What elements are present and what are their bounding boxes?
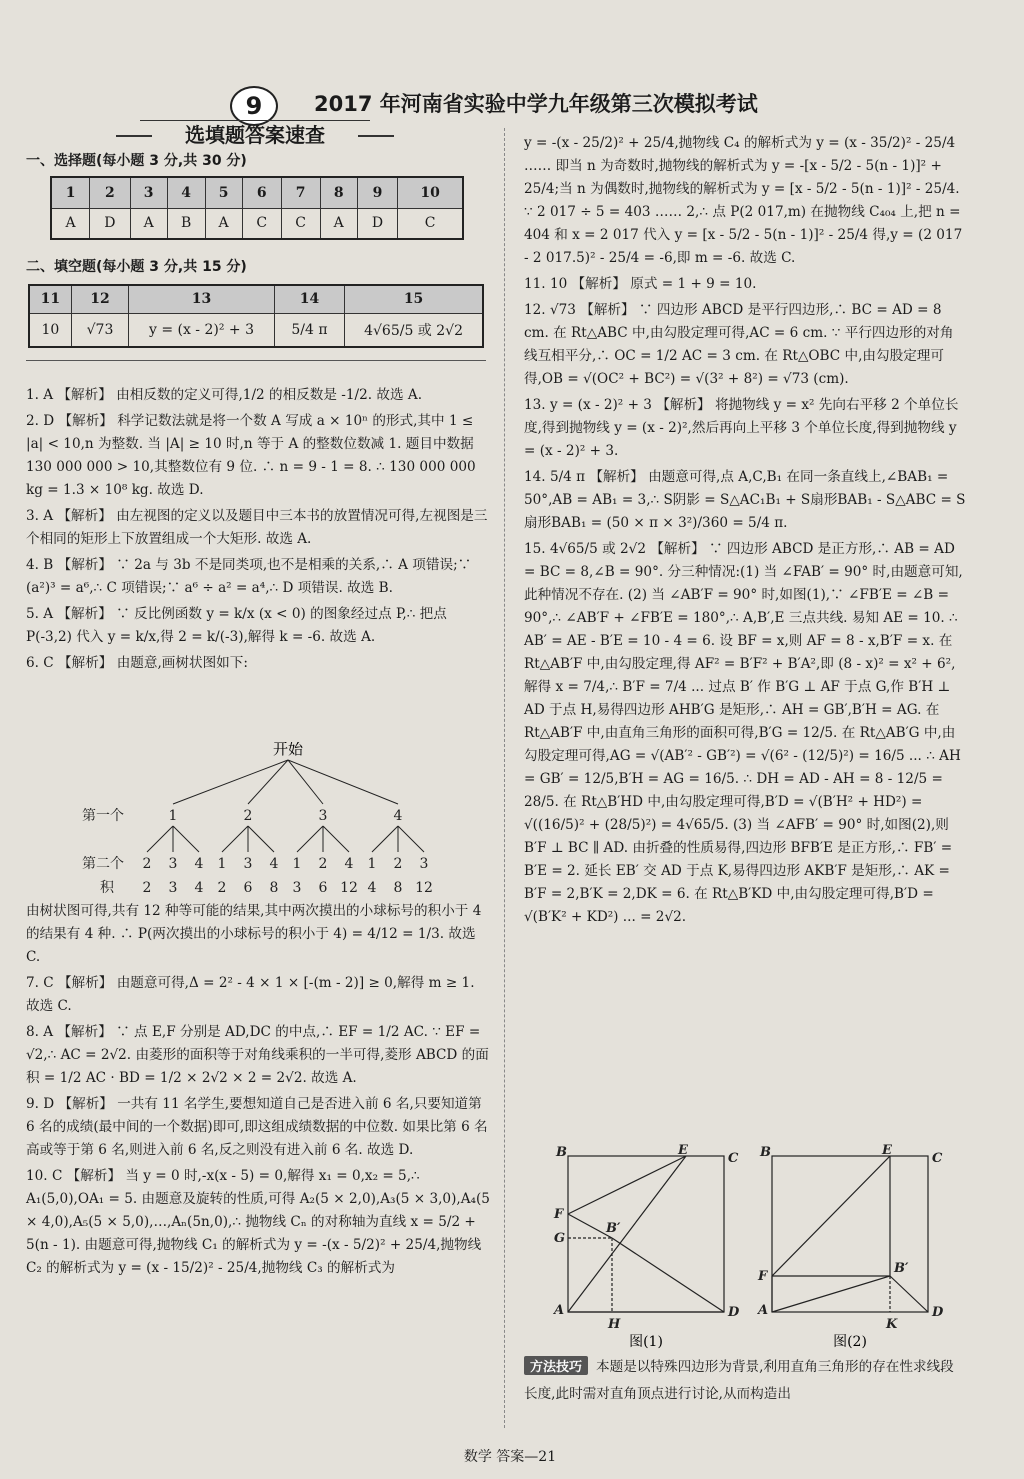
fig2-label-f: F	[758, 1269, 768, 1284]
tree-row-label-product: 积	[100, 880, 114, 896]
tree-product-value: 6	[243, 880, 253, 896]
tree-product-value: 6	[318, 880, 328, 896]
answer-cell: 5/4 π	[274, 313, 344, 347]
question-number: 9	[357, 177, 397, 208]
fig1-label-h: H	[608, 1317, 621, 1332]
tree-level1-node: 2	[243, 808, 253, 824]
fig1-label-d: D	[728, 1305, 740, 1320]
column-divider	[504, 128, 505, 1428]
fig1-label-f: F	[554, 1207, 564, 1222]
fig2-label-e: E	[882, 1143, 892, 1158]
question-number: 3	[130, 177, 167, 208]
tree-product-value: 3	[168, 880, 178, 896]
solution-paragraph: 7. C 【解析】 由题意可得,Δ = 2² - 4 × 1 × [-(m - 2)] ≥ 0,解得 m ≥ 1. 故选 C.	[26, 975, 475, 1014]
tree-product-value: 8	[393, 880, 403, 896]
question-number: 6	[242, 177, 281, 208]
tree-level2-node: 1	[217, 856, 227, 872]
solution-paragraph: 6. C 【解析】 由题意,画树状图如下:	[26, 655, 248, 671]
tree-level2-node: 1	[292, 856, 302, 872]
page-footer: 数学 答案—21	[463, 1449, 557, 1465]
figure-1	[548, 1142, 748, 1352]
solution-paragraph: 2. D 【解析】 科学记数法就是将一个数 A 写成 a × 10ⁿ 的形式,其中 1 ≤ |a| < 10,n 为整数. 当 |A| ≥ 10 时,n 等于 A 的整数位数减 1. 题目中数据 130 000 000 > 10,其整数位有 9 位. ∴ n = 9 - 1 = 8. ∴ 130 000 000 kg = 1.3 × 10⁸ kg. 故选 D.	[26, 413, 476, 498]
answer-cell: 4√65/5 或 2√2	[345, 313, 483, 347]
figure-2-caption: 图(2)	[833, 1334, 867, 1350]
question-number: 1	[51, 177, 90, 208]
method-tips-text: 本题是以特殊四边形为背景,利用直角三角形的存在性求线段长度,此时需对直角顶点进行讨论,从而构造出	[524, 1359, 954, 1402]
tree-level2-node: 2	[393, 856, 403, 872]
solution-paragraph: 10. C 【解析】 当 y = 0 时,-x(x - 5) = 0,解得 x₁ = 0,x₂ = 5,∴ A₁(5,0),OA₁ = 5. 由题意及旋转的性质,可得 A₂(5 × 2,0),A₃(5 × 3,0),A₄(5 × 4,0),A₅(5 × 5,0),…,Aₙ(5n,0),∴ 抛物线 Cₙ 的对称轴为直线 x = 5/2 + 5(n - 1). 由题意可得,抛物线 C₁ 的解析式为 y = -(x - 5/2)² + 25/4,抛物线 C₂ 的解析式为 y = (x - 15/2)² - 25/4,抛物线 C₃ 的解析式为	[26, 1168, 490, 1276]
choice-answer-table	[50, 176, 464, 240]
solution-paragraph: 5. A 【解析】 ∵ 反比例函数 y = k/x (x < 0) 的图象经过点 P,∴ 把点 P(-3,2) 代入 y = k/x,得 2 = k/(-3),解得 k = -6. 故选 A.	[26, 606, 447, 645]
solution-paragraph: y = -(x - 25/2)² + 25/4,抛物线 C₄ 的解析式为 y = (x - 35/2)² - 25/4 …… 即当 n 为奇数时,抛物线的解析式为 y = -[x - 5/2 - 5(n - 1)]² + 25/4;当 n 为偶数时,抛物线的解析式为 y = [x - 5/2 - 5(n - 1)]² - 25/4. ∵ 2 017 ÷ 5 = 403 …… 2,∴ 点 P(2 017,m) 在抛物线 C₄₀₄ 上,把 n = 404 和 x = 2 017 代入 y = [x - 5/2 - 5(n - 1)]² - 25/4 得,y = (2 017 - 2 017.5)² - 25/4 = -6,即 m = -6. 故选 C.	[524, 135, 963, 266]
answer-cell: A	[51, 208, 90, 239]
tree-product-value: 4	[367, 880, 377, 896]
section-choice-heading: 一、选择题(每小题 3 分,共 30 分)	[26, 153, 247, 169]
tree-row-label-first: 第一个	[82, 808, 124, 824]
tree-product-value: 3	[292, 880, 302, 896]
solution-paragraph: 8. A 【解析】 ∵ 点 E,F 分别是 AD,DC 的中点,∴ EF = 1/2 AC. ∵ EF = √2,∴ AC = 2√2. 由菱形的面积等于对角线乘积的一半可得,菱形 ABCD 的面积 = 1/2 AC · BD = 1/2 × 2√2 × 2 = 2√2. 故选 A.	[26, 1024, 489, 1086]
solution-paragraph: 3. A 【解析】 由左视图的定义以及题目中三本书的放置情况可得,左视图是三个相同的矩形上下放置组成一个大矩形. 故选 A.	[26, 508, 488, 547]
solution-paragraph: 1. A 【解析】 由相反数的定义可得,1/2 的相反数是 -1/2. 故选 A.	[26, 387, 423, 403]
question-number: 8	[320, 177, 357, 208]
answer-cell: C	[281, 208, 320, 239]
tree-start-label: 开始	[272, 742, 304, 758]
answer-cell: y = (x - 2)² + 3	[129, 313, 275, 347]
question-number: 15	[345, 285, 483, 313]
question-number: 10	[398, 177, 463, 208]
tree-level2-node: 3	[243, 856, 253, 872]
section-divider	[26, 360, 486, 361]
tree-product-value: 2	[142, 880, 152, 896]
question-number: 12	[71, 285, 128, 313]
tree-product-value: 2	[217, 880, 227, 896]
method-tips-label: 方法技巧	[524, 1356, 588, 1375]
page-title: 2017 年河南省实验中学九年级第三次模拟考试	[314, 92, 758, 116]
section-fill-heading: 二、填空题(每小题 3 分,共 15 分)	[26, 259, 247, 275]
question-number: 7	[281, 177, 320, 208]
left-column-solutions	[26, 384, 490, 678]
fig1-label-bprime: B′	[606, 1221, 621, 1236]
figure-1-caption: 图(1)	[629, 1334, 663, 1350]
tree-level1-node: 1	[168, 808, 178, 824]
tree-level2-node: 2	[142, 856, 152, 872]
answer-cell: √73	[71, 313, 128, 347]
answer-cell: A	[130, 208, 167, 239]
tree-level1-node: 3	[318, 808, 328, 824]
fig1-label-c: C	[728, 1151, 739, 1166]
answer-cell: D	[357, 208, 397, 239]
tree-diagram	[60, 742, 480, 902]
fig2-label-k: K	[886, 1317, 898, 1332]
tree-row-label-second: 第二个	[82, 856, 124, 872]
tree-product-value: 8	[269, 880, 279, 896]
tree-level2-node: 1	[367, 856, 377, 872]
tree-level2-node: 4	[344, 856, 354, 872]
method-tips	[524, 1354, 964, 1408]
tree-level1-node: 4	[393, 808, 403, 824]
left-column-solutions-continued	[26, 900, 490, 1283]
fig2-label-d: D	[932, 1305, 944, 1320]
question-number: 11	[29, 285, 71, 313]
solution-paragraph: 15. 4√65/5 或 2√2 【解析】 ∵ 四边形 ABCD 是正方形,∴ AB = AD = BC = 8,∠B = 90°. 分三种情况:(1) 当 ∠FAB′ = 90° 时,由题意可知,此种情况不存在. (2) 当 ∠AB′F = 90° 时,如图(1),∵ ∠FB′E = ∠B = 90°,∴ ∠AB′F + ∠FB′E = 180°,∴ A,B′,E 三点共线. 易知 AE = 10. ∴ AB′ = AE - B′E = 10 - 4 = 6. 设 BF = x,则 AF = 8 - x,B′F = x. 在 Rt△AB′F 中,由勾股定理,得 AF² = B′F² + B′A²,即 (8 - x)² = x² + 6²,解得 x = 7/4,∴ B′F = 7/4 ... 过点 B′ 作 B′G ⊥ AF 于点 G,作 B′H ⊥ AD 于点 H,易得四边形 AHB′G 是矩形,∴ AH = GB′,B′H = AG. 在 Rt△AB′F 中,由直角三角形的面积可得,B′G = 12/5. 在 Rt△AB′G 中,由勾股定理可得,AG = √(AB′² - GB′²) = √(6² - (12/5)²) = 16/5 ... ∴ AH = GB′ = 12/5,B′H = AG = 16/5. ∴ DH = AD - AH = 8 - 12/5 = 28/5. 在 Rt△B′HD 中,由勾股定理可得,B′D = √(B′H² + HD²) = √((16/5)² + (28/5)²) = 4√65/5. (3) 当 ∠AFB′ = 90° 时,如图(2),则 B′F ⊥ BC ∥ AD. 由折叠的性质易得,四边形 BFB′E 是正方形,∴ FB′ = B′E = 2. 延长 EB′ 交 AD 于点 K,易得四边形 AKB′F 是矩形,∴ AK = B′F = 2,B′K = 2,DK = 6. 在 Rt△B′KD 中,由勾股定理可得,B′D = √(B′K² + KD²) ... = 2√2.	[524, 541, 963, 925]
solution-paragraph: 12. √73 【解析】 ∵ 四边形 ABCD 是平行四边形,∴ BC = AD = 8 cm. 在 Rt△ABC 中,由勾股定理可得,AC = 6 cm. ∵ 平行四边形的对角线互相平分,∴ OC = 1/2 AC = 3 cm. 在 Rt△OBC 中,由勾股定理可得,OB = √(OC² + BC²) = √(3² + 8²) = √73 (cm).	[524, 302, 954, 387]
fig2-label-b: B	[760, 1145, 771, 1160]
answer-cell: D	[90, 208, 130, 239]
figure-2	[752, 1142, 952, 1352]
test-number-badge: 9	[230, 86, 278, 126]
solution-paragraph: 4. B 【解析】 ∵ 2a 与 3b 不是同类项,也不是相乘的关系,∴ A 项错误;∵ (a²)³ = a⁶,∴ C 项错误;∵ a⁶ ÷ a² = a⁴,∴ D 项错误. 故选 B.	[26, 557, 472, 596]
solution-paragraph: 9. D 【解析】 一共有 11 名学生,要想知道自己是否进入前 6 名,只要知道第 6 名的成绩(最中间的一个数据)即可,即这组成绩数据的中位数. 如果比第 6 名高或等于第 6 名,则进入前 6 名,反之则没有进入前 6 名. 故选 D.	[26, 1096, 488, 1158]
tree-level2-node: 4	[269, 856, 279, 872]
tree-level2-node: 3	[168, 856, 178, 872]
tree-level2-node: 2	[318, 856, 328, 872]
answer-cell: 10	[29, 313, 71, 347]
tree-level2-node: 4	[194, 856, 204, 872]
solution-paragraph: 由树状图可得,共有 12 种等可能的结果,其中两次摸出的小球标号的积小于 4 的结果有 4 种. ∴ P(两次摸出的小球标号的积小于 4) = 4/12 = 1/3. 故选 C.	[26, 903, 482, 965]
question-number: 5	[205, 177, 242, 208]
fig1-label-g: G	[554, 1231, 566, 1246]
question-number: 14	[274, 285, 344, 313]
question-number: 2	[90, 177, 130, 208]
answer-cell: A	[205, 208, 242, 239]
answer-cell: A	[320, 208, 357, 239]
solution-paragraph: 14. 5/4 π 【解析】 由题意可得,点 A,C,B₁ 在同一条直线上,∠BAB₁ = 50°,AB = AB₁ = 3,∴ S阴影 = S△AC₁B₁ + S扇形BAB₁ - S△ABC = S扇形BAB₁ = (50 × π × 3²)/360 = 5/4 π.	[524, 469, 966, 531]
right-column-solutions	[524, 132, 966, 932]
fig1-label-e: E	[678, 1143, 688, 1158]
fill-answer-table	[28, 284, 484, 348]
solution-paragraph: 11. 10 【解析】 原式 = 1 + 9 = 10.	[524, 276, 757, 292]
answer-cell: C	[398, 208, 463, 239]
solution-paragraph: 13. y = (x - 2)² + 3 【解析】 将抛物线 y = x² 先向右平移 2 个单位长度,得到抛物线 y = (x - 2)²,然后再向上平移 3 个单位长度,得到抛物线 y = (x - 2)² + 3.	[524, 397, 959, 459]
answer-cell: C	[242, 208, 281, 239]
fig2-label-c: C	[932, 1151, 943, 1166]
tree-product-value: 12	[340, 880, 358, 896]
tree-level2-node: 3	[419, 856, 429, 872]
question-number: 4	[167, 177, 205, 208]
fig2-label-a: A	[758, 1303, 769, 1318]
tree-product-value: 4	[194, 880, 204, 896]
answer-cell: B	[167, 208, 205, 239]
quick-answers-title: 选填题答案速查	[140, 120, 370, 151]
fig2-label-bprime: B′	[894, 1261, 909, 1276]
fig1-label-b: B	[556, 1145, 567, 1160]
fig1-label-a: A	[554, 1303, 565, 1318]
tree-product-value: 12	[415, 880, 433, 896]
question-number: 13	[129, 285, 275, 313]
